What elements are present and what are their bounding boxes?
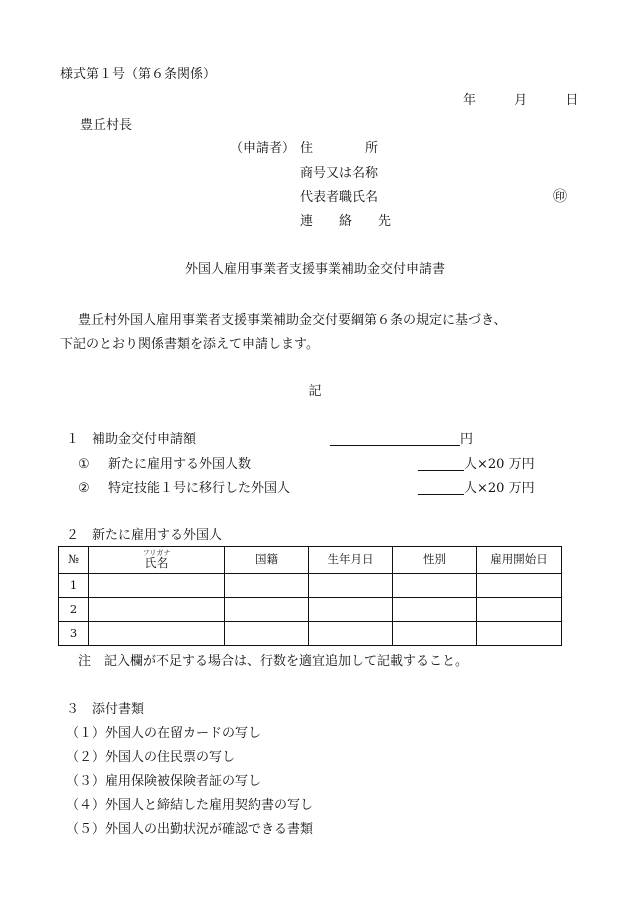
col-furigana: フリガナ <box>142 548 171 557</box>
addressee: 豊丘村長 <box>80 118 133 133</box>
date-year-label: 年 <box>463 93 477 108</box>
applicant-business-name-label: 商号又は名称 <box>300 166 379 181</box>
section2-heading: ２ 新たに雇用する外国人 <box>66 528 223 543</box>
row-number: 2 <box>59 598 89 622</box>
date-month-label: 月 <box>514 93 528 108</box>
row-number: 1 <box>59 574 89 598</box>
attachment-item-3: （３）雇用保険被保険者証の写し <box>66 774 262 789</box>
col-gender: 性別 <box>393 547 477 574</box>
nationality-cell[interactable] <box>225 598 309 622</box>
table-header-row <box>59 547 562 574</box>
amount-unit: 円 <box>460 432 474 447</box>
item-mark-1: ① <box>78 457 90 472</box>
birthdate-cell[interactable] <box>309 622 393 646</box>
count-line-1 <box>418 458 464 471</box>
attachment-item-4: （４）外国人と締結した雇用契約書の写し <box>66 798 314 813</box>
date-day-label: 日 <box>565 93 579 108</box>
col-nationality: 国籍 <box>225 547 309 574</box>
body-line-1: 豊丘村外国人雇用事業者支援事業補助金交付要綱第６条の規定に基づき、 <box>78 313 507 328</box>
name-cell[interactable] <box>89 574 225 598</box>
start-date-cell[interactable] <box>477 574 562 598</box>
start-date-cell[interactable] <box>477 622 562 646</box>
table-row <box>59 574 562 598</box>
col-start-date: 雇用開始日 <box>477 547 562 574</box>
applicant-address-label: 住 所 <box>300 141 379 156</box>
form-number: 様式第１号（第６条関係） <box>60 67 217 82</box>
row-number: 3 <box>59 622 89 646</box>
nationality-cell[interactable] <box>225 574 309 598</box>
name-cell[interactable] <box>89 598 225 622</box>
col-no: № <box>59 547 89 574</box>
body-line-2: 下記のとおり関係書類を添えて申請します。 <box>60 337 319 352</box>
count-field-1[interactable] <box>418 458 535 471</box>
document-title: 外国人雇用事業者支援事業補助金交付申請書 <box>184 262 445 277</box>
count-field-2[interactable] <box>418 482 535 495</box>
table-note: 注 記入欄が不足する場合は、行数を適宜追加して記載すること。 <box>78 654 469 669</box>
applicant-label: （申請者） <box>230 141 296 156</box>
item-mark-2: ② <box>78 481 90 496</box>
col-name <box>89 547 225 574</box>
item-label-2: 特定技能１号に移行した外国人 <box>108 481 291 496</box>
birthdate-cell[interactable] <box>309 574 393 598</box>
attachment-item-5: （５）外国人の出勤状況が確認できる書類 <box>66 822 314 837</box>
col-birthdate: 生年月日 <box>309 547 393 574</box>
table-row <box>59 598 562 622</box>
ki-heading: 記 <box>308 384 322 399</box>
table-row <box>59 622 562 646</box>
name-cell[interactable] <box>89 622 225 646</box>
amount-line <box>330 433 460 446</box>
nationality-cell[interactable] <box>225 622 309 646</box>
foreign-worker-table <box>58 546 562 646</box>
attachment-item-1: （１）外国人の在留カードの写し <box>66 726 262 741</box>
start-date-cell[interactable] <box>477 598 562 622</box>
count-suffix-2: 人×20 万円 <box>464 481 535 496</box>
attachment-item-2: （２）外国人の住民票の写し <box>66 750 236 765</box>
count-suffix-1: 人×20 万円 <box>464 457 535 472</box>
date-line <box>463 94 578 107</box>
applicant-representative-label: 代表者職氏名 <box>300 190 379 205</box>
amount-field[interactable] <box>330 433 473 446</box>
gender-cell[interactable] <box>393 622 477 646</box>
col-name-label: 氏名 <box>144 555 169 570</box>
seal-icon: ㊞ <box>553 189 567 205</box>
section3-heading: ３ 添付書類 <box>66 702 145 717</box>
count-line-2 <box>418 482 464 495</box>
applicant-contact-label: 連 絡 先 <box>300 214 392 229</box>
gender-cell[interactable] <box>393 574 477 598</box>
item-label-1: 新たに雇用する外国人数 <box>108 457 252 472</box>
birthdate-cell[interactable] <box>309 598 393 622</box>
gender-cell[interactable] <box>393 598 477 622</box>
section1-heading: １ 補助金交付申請額 <box>66 432 197 447</box>
